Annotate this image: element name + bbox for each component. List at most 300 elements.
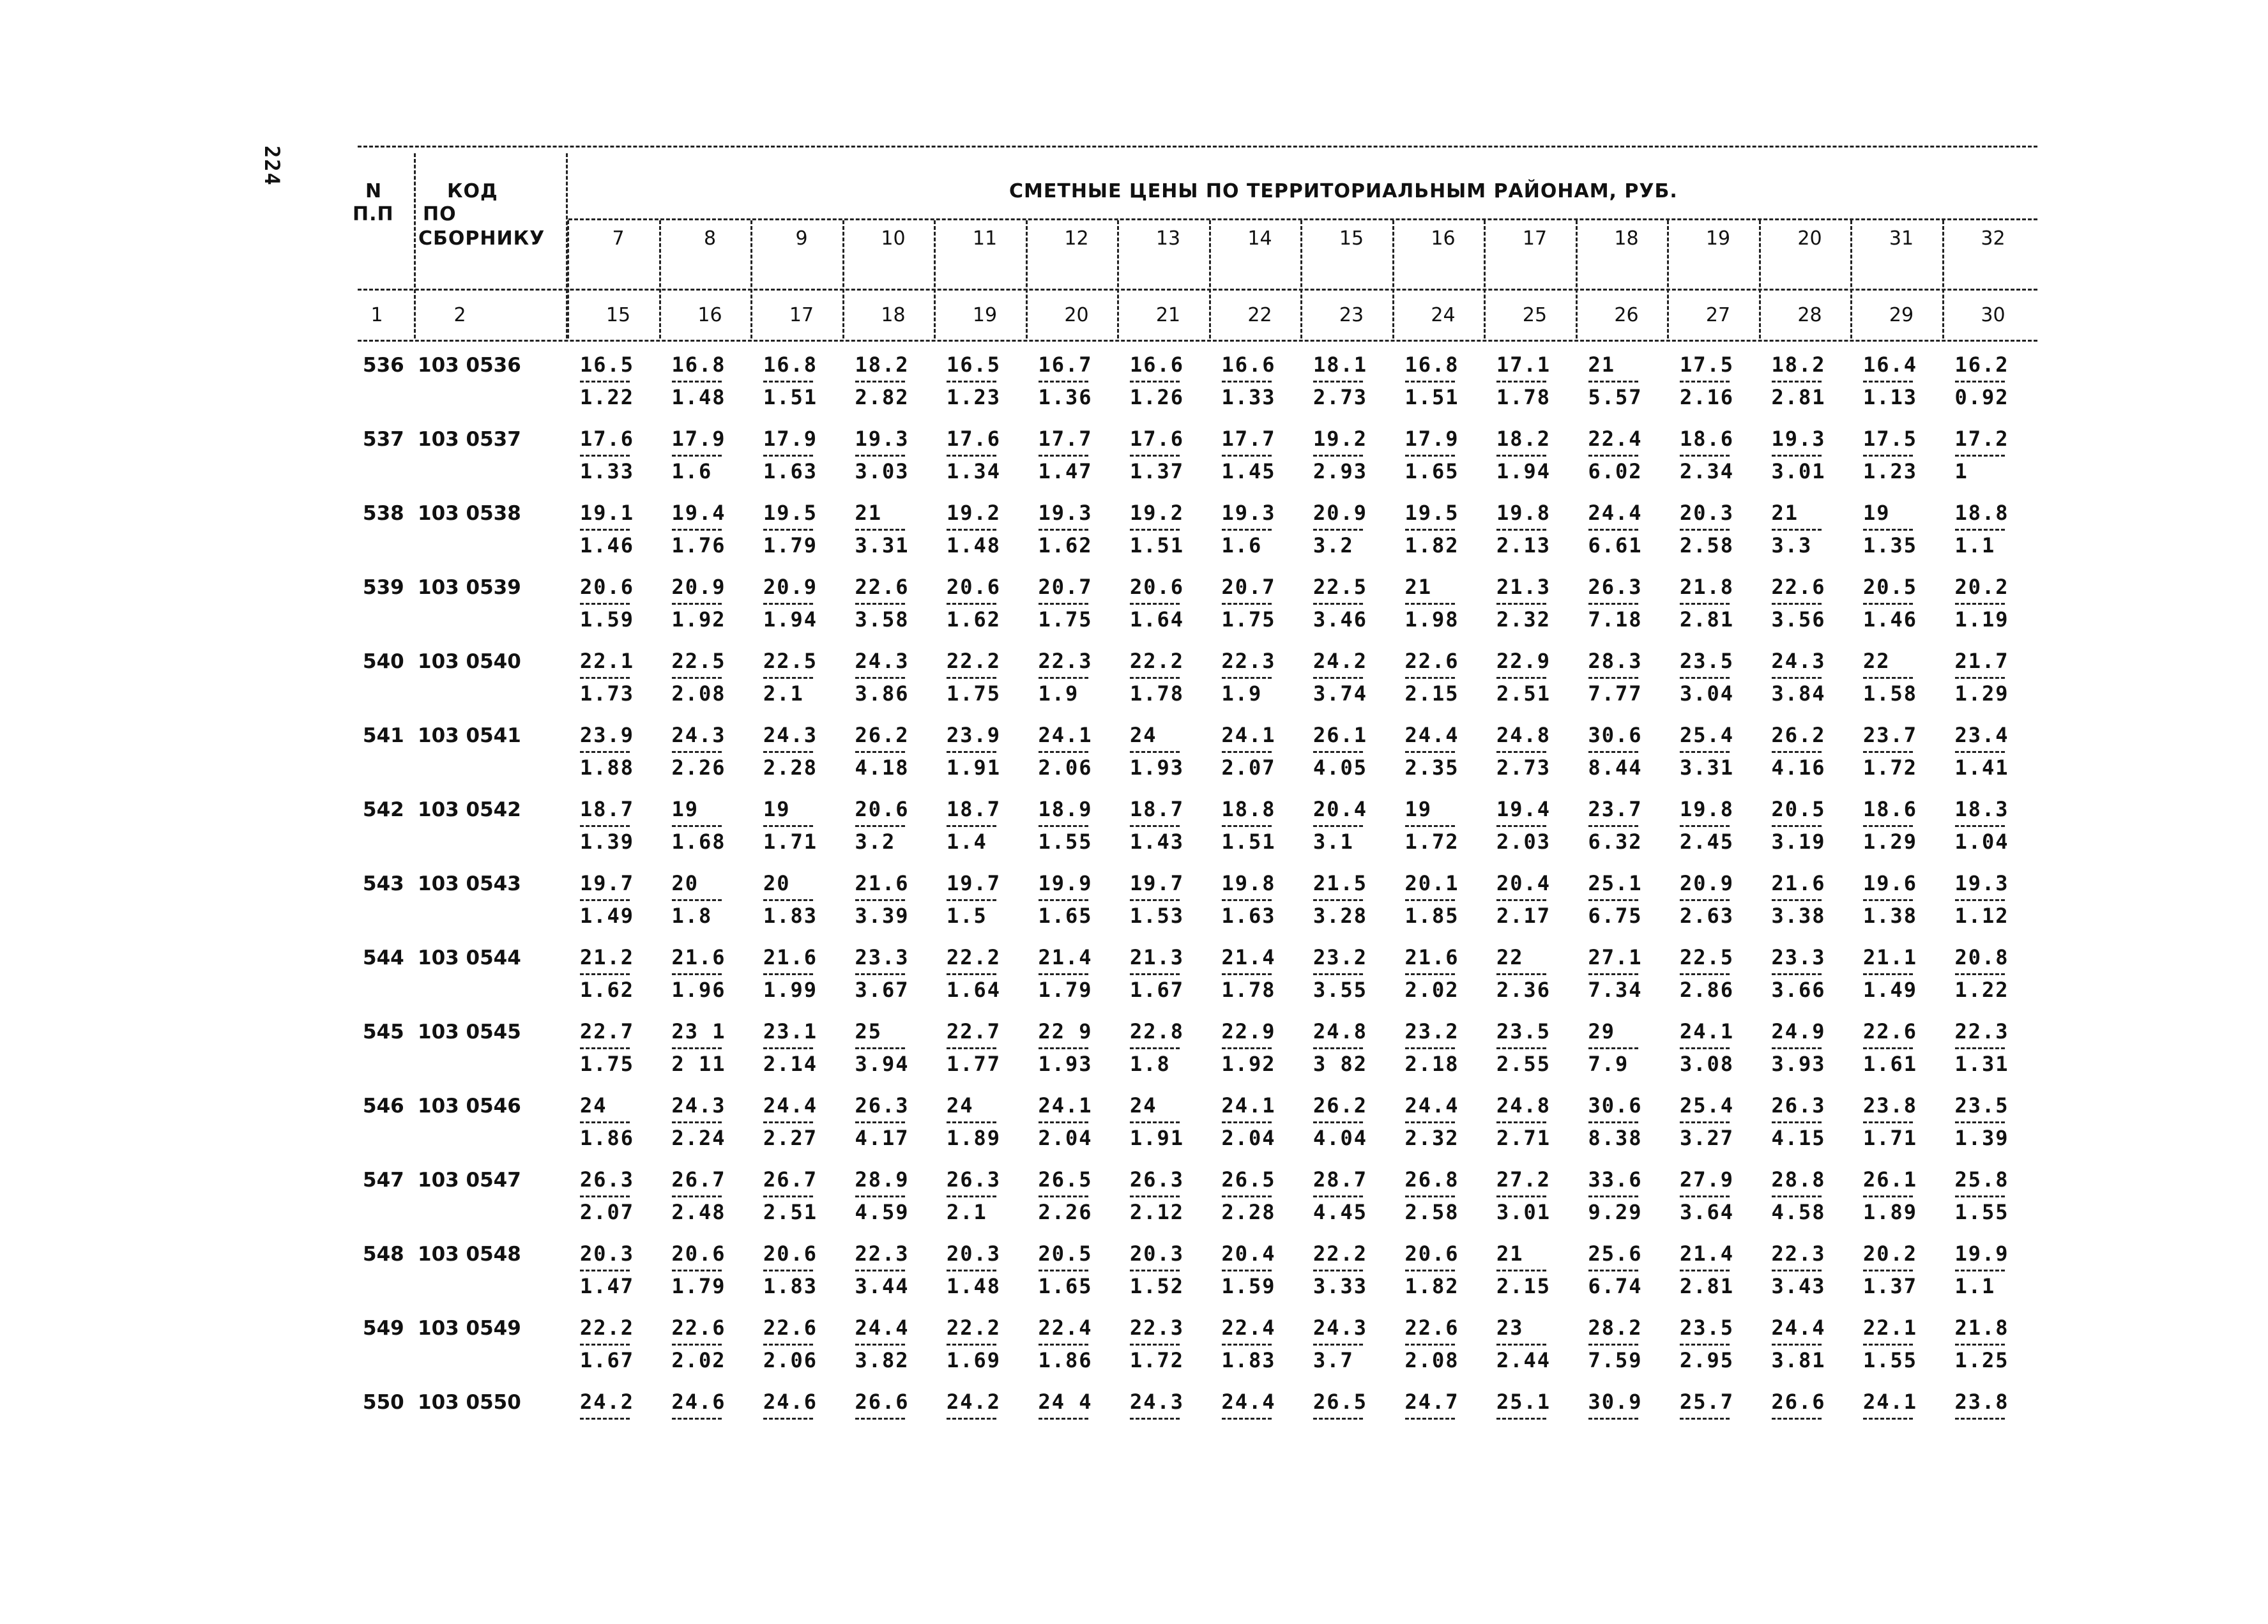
price-value: 20.6 — [855, 797, 909, 821]
price-value: 16.8 — [1404, 353, 1459, 377]
price-sub-value: 2.63 — [1680, 904, 1735, 928]
price-value: 21.6 — [1404, 945, 1459, 969]
index-col-number: 17 — [789, 304, 814, 326]
price-value: 24.2 — [947, 1390, 1001, 1414]
price-sub-value: 2.04 — [1038, 1126, 1093, 1150]
price-cell — [763, 427, 853, 483]
price-value: 22.9 — [1221, 1019, 1276, 1043]
price-value: 17.7 — [1221, 427, 1276, 451]
price-cell — [855, 1241, 945, 1298]
fraction-separator — [855, 1418, 905, 1420]
row-code: 103 0542 — [418, 798, 521, 821]
price-sub-value: 1.8 — [671, 904, 713, 928]
price-cell — [947, 1167, 1036, 1224]
fraction-separator — [1680, 899, 1730, 901]
price-cell — [1313, 1241, 1403, 1298]
price-value: 21 — [1496, 1241, 1524, 1266]
price-cell — [1130, 797, 1219, 854]
price-cell — [1130, 871, 1219, 928]
price-value: 24.1 — [1863, 1390, 1918, 1414]
price-value: 19 — [1863, 501, 1891, 525]
price-sub-value: 1.96 — [671, 978, 726, 1002]
fraction-separator — [1130, 1270, 1180, 1271]
price-value: 21.4 — [1038, 945, 1093, 969]
index-col-number: 29 — [1889, 304, 1914, 326]
price-cell — [1221, 1019, 1311, 1076]
price-cell — [855, 575, 945, 632]
fraction-separator — [1588, 529, 1638, 531]
price-value: 23.4 — [1954, 723, 2009, 747]
price-value: 26.3 — [855, 1093, 909, 1118]
fraction-separator — [1039, 1270, 1088, 1271]
fraction-separator — [580, 1195, 630, 1197]
price-sub-value: 1.67 — [580, 1348, 635, 1372]
fraction-separator — [1405, 1195, 1455, 1197]
price-cell — [1588, 797, 1678, 854]
fraction-separator — [672, 1195, 722, 1197]
price-value: 19.9 — [1038, 871, 1093, 895]
price-value: 19.3 — [1954, 871, 2009, 895]
price-value: 20.6 — [1130, 575, 1185, 599]
price-sub-value: 1.75 — [580, 1052, 635, 1076]
price-sub-value: 1.5 — [947, 904, 987, 928]
fraction-separator — [763, 1270, 813, 1271]
price-cell — [1496, 353, 1586, 409]
price-cell — [1405, 1390, 1495, 1441]
price-sub-value: 1.04 — [1954, 830, 2009, 854]
price-cell — [1680, 1390, 1769, 1441]
row-number: 546 — [363, 1095, 404, 1118]
price-cell — [1313, 1316, 1403, 1372]
price-sub-value: 2.28 — [1221, 1200, 1276, 1224]
price-cell — [1588, 1019, 1678, 1076]
fraction-separator — [1496, 1418, 1546, 1420]
top-rule — [358, 146, 2037, 148]
price-value: 22 — [1496, 945, 1524, 969]
price-cell — [763, 797, 853, 854]
price-cell — [1313, 649, 1403, 706]
price-value: 20.4 — [1313, 797, 1368, 821]
price-value: 19.7 — [947, 871, 1001, 895]
price-value: 20.9 — [671, 575, 726, 599]
price-cell — [1404, 427, 1495, 483]
price-value: 22.4 — [1038, 1316, 1093, 1340]
price-value: 21.6 — [1771, 871, 1826, 895]
price-cell — [1771, 501, 1861, 558]
row-code: 103 0539 — [418, 576, 521, 599]
price-cell — [763, 871, 853, 928]
price-sub-value: 1.71 — [763, 830, 818, 854]
price-value: 26.5 — [1038, 1167, 1093, 1192]
price-value: 18.7 — [1130, 797, 1185, 821]
district-header-cell: 14 — [1247, 227, 1272, 250]
price-value: 22.3 — [855, 1241, 909, 1266]
price-value: 18.9 — [1038, 797, 1093, 821]
fraction-separator — [1496, 825, 1546, 827]
price-value: 21 — [1588, 353, 1616, 377]
price-sub-value: 1.78 — [1221, 978, 1276, 1002]
price-sub-value: 1.93 — [1130, 755, 1185, 780]
price-cell — [947, 575, 1036, 632]
index-col-2: 2 — [453, 304, 466, 326]
price-cell — [1954, 945, 2044, 1002]
price-cell — [580, 1167, 669, 1224]
fraction-separator — [1680, 381, 1730, 383]
price-cell — [855, 1167, 945, 1224]
price-cell — [1771, 1241, 1861, 1298]
fraction-separator — [947, 1047, 996, 1049]
fraction-separator — [1772, 1047, 1822, 1049]
price-cell — [1680, 427, 1769, 483]
fraction-separator — [580, 455, 630, 457]
price-sub-value: 1.65 — [1404, 459, 1459, 483]
price-sub-value: 3.55 — [1313, 978, 1368, 1002]
fraction-separator — [1588, 677, 1638, 679]
price-sub-value: 1.91 — [1130, 1126, 1185, 1150]
index-col-number: 20 — [1064, 304, 1089, 326]
price-cell — [1496, 945, 1586, 1002]
fraction-separator — [672, 603, 722, 605]
fraction-separator — [1588, 1121, 1638, 1123]
price-value: 21.5 — [1313, 871, 1368, 895]
price-sub-value: 1.63 — [1221, 904, 1276, 928]
price-cell — [1588, 575, 1678, 632]
header-divider — [1392, 220, 1394, 338]
fraction-separator — [1222, 529, 1272, 531]
price-cell — [947, 1019, 1036, 1076]
fraction-separator — [1405, 529, 1455, 531]
price-cell — [947, 1241, 1036, 1298]
price-value: 22 9 — [1038, 1019, 1093, 1043]
fraction-separator — [763, 1195, 813, 1197]
price-cell — [947, 501, 1036, 558]
price-value: 20.9 — [763, 575, 818, 599]
header-pp: П.П — [353, 203, 394, 225]
fraction-separator — [855, 751, 905, 753]
price-cell — [1863, 945, 1952, 1002]
price-value: 22.1 — [580, 649, 635, 673]
fraction-separator — [1772, 825, 1822, 827]
price-sub-value: 1.61 — [1863, 1052, 1918, 1076]
price-sub-value: 2.73 — [1313, 385, 1368, 409]
price-cell — [763, 501, 853, 558]
fraction-separator — [672, 455, 722, 457]
price-cell — [1313, 871, 1403, 928]
price-cell — [1404, 945, 1495, 1002]
fraction-separator — [1405, 899, 1455, 901]
district-header-cell: 17 — [1522, 227, 1548, 250]
price-cell — [580, 1241, 669, 1298]
price-sub-value: 2.15 — [1496, 1274, 1551, 1298]
price-sub-value: 3.56 — [1771, 607, 1826, 632]
fraction-separator — [1222, 677, 1272, 679]
price-cell — [855, 1390, 945, 1441]
price-cell — [1496, 1241, 1586, 1298]
price-cell — [671, 1093, 761, 1150]
price-value: 26.8 — [1404, 1167, 1459, 1192]
price-sub-value: 6.61 — [1588, 533, 1643, 558]
price-value: 22.5 — [763, 649, 818, 673]
header-divider — [1667, 220, 1669, 338]
fraction-separator — [1680, 751, 1730, 753]
price-cell — [1954, 1241, 2044, 1298]
price-sub-value: 3.38 — [1771, 904, 1826, 928]
price-cell — [1680, 575, 1769, 632]
header-divider — [1576, 220, 1578, 338]
price-value: 22.2 — [1313, 1241, 1368, 1266]
price-value: 16.8 — [671, 353, 726, 377]
fraction-separator — [672, 899, 722, 901]
price-sub-value: 3.3 — [1771, 533, 1813, 558]
price-cell — [580, 649, 669, 706]
fraction-separator — [1039, 825, 1088, 827]
price-sub-value: 1.76 — [671, 533, 726, 558]
price-sub-value: 3.44 — [855, 1274, 909, 1298]
price-cell — [1863, 1093, 1952, 1150]
price-sub-value: 1.72 — [1130, 1348, 1185, 1372]
fraction-separator — [1130, 381, 1180, 383]
price-value: 20.5 — [1038, 1241, 1093, 1266]
price-cell — [1313, 723, 1403, 780]
fraction-separator — [1680, 973, 1730, 975]
price-value: 23.7 — [1588, 797, 1643, 821]
price-sub-value: 3.67 — [855, 978, 909, 1002]
price-sub-value: 1.29 — [1954, 681, 2009, 706]
price-value: 24.4 — [1221, 1390, 1276, 1414]
price-value: 24 — [947, 1093, 974, 1118]
fraction-separator — [1039, 973, 1088, 975]
fraction-separator — [1955, 381, 2005, 383]
price-sub-value: 2.45 — [1680, 830, 1735, 854]
price-cell — [1313, 1019, 1403, 1076]
district-header-cell: 16 — [1431, 227, 1456, 250]
price-value: 22.2 — [1130, 649, 1185, 673]
price-sub-value: 1.12 — [1954, 904, 2009, 928]
price-cell — [671, 1241, 761, 1298]
fraction-separator — [1955, 603, 2005, 605]
price-cell — [1221, 501, 1311, 558]
index-col-number: 22 — [1247, 304, 1272, 326]
fraction-separator — [580, 1344, 630, 1346]
price-cell — [1130, 1241, 1219, 1298]
price-cell — [1588, 871, 1678, 928]
price-sub-value: 1.23 — [947, 385, 1001, 409]
price-cell — [1771, 649, 1861, 706]
price-sub-value: 1.55 — [1954, 1200, 2009, 1224]
price-value: 19.8 — [1221, 871, 1276, 895]
fraction-separator — [580, 751, 630, 753]
price-sub-value: 1.86 — [580, 1126, 635, 1150]
price-sub-value: 2.1 — [763, 681, 804, 706]
price-sub-value: 1.89 — [1863, 1200, 1918, 1224]
fraction-separator — [1130, 1418, 1180, 1420]
price-value: 19.2 — [1313, 427, 1368, 451]
price-sub-value: 3.33 — [1313, 1274, 1368, 1298]
price-value: 24.8 — [1496, 1093, 1551, 1118]
price-cell — [763, 945, 853, 1002]
price-sub-value: 1.75 — [1221, 607, 1276, 632]
price-value: 17.6 — [1130, 427, 1185, 451]
index-col-number: 26 — [1614, 304, 1639, 326]
fraction-separator — [1863, 677, 1913, 679]
price-cell — [580, 1316, 669, 1372]
price-cell — [1221, 871, 1311, 928]
price-cell — [947, 945, 1036, 1002]
price-cell — [855, 649, 945, 706]
price-cell — [1221, 427, 1311, 483]
fraction-separator — [1313, 1418, 1363, 1420]
price-sub-value: 1.79 — [671, 1274, 726, 1298]
price-value: 24.8 — [1313, 1019, 1368, 1043]
price-value: 19.4 — [1496, 797, 1551, 821]
price-sub-value: 2.17 — [1496, 904, 1551, 928]
price-cell — [1313, 575, 1403, 632]
price-value: 22.3 — [1038, 649, 1093, 673]
price-sub-value: 1.67 — [1130, 978, 1185, 1002]
fraction-separator — [1313, 1344, 1363, 1346]
fraction-separator — [1588, 751, 1638, 753]
fraction-separator — [1130, 455, 1180, 457]
price-sub-value: 2.51 — [1496, 681, 1551, 706]
price-sub-value: 7.18 — [1588, 607, 1643, 632]
fraction-separator — [763, 1047, 813, 1049]
fraction-separator — [1863, 1344, 1913, 1346]
price-cell — [1404, 871, 1495, 928]
fraction-separator — [580, 381, 630, 383]
price-value: 23.5 — [1496, 1019, 1551, 1043]
price-cell — [1863, 649, 1952, 706]
fraction-separator — [855, 603, 905, 605]
fraction-separator — [1772, 529, 1822, 531]
price-sub-value: 2.18 — [1404, 1052, 1459, 1076]
price-cell — [1038, 501, 1128, 558]
price-cell — [1954, 1316, 2044, 1372]
price-cell — [855, 723, 945, 780]
price-cell — [1038, 1167, 1128, 1224]
fraction-separator — [1863, 973, 1913, 975]
fraction-separator — [1222, 455, 1272, 457]
fraction-separator — [1313, 825, 1363, 827]
fraction-separator — [1772, 1344, 1822, 1346]
price-sub-value: 3.08 — [1680, 1052, 1735, 1076]
fraction-separator — [763, 899, 813, 901]
price-cell — [1038, 945, 1128, 1002]
header-divider — [1850, 220, 1852, 338]
price-sub-value: 1.85 — [1404, 904, 1459, 928]
price-sub-value: 1.41 — [1954, 755, 2009, 780]
fraction-separator — [1772, 1195, 1822, 1197]
price-sub-value: 2.02 — [671, 1348, 726, 1372]
row-code: 103 0545 — [418, 1021, 521, 1043]
price-value: 30.6 — [1588, 1093, 1643, 1118]
price-value: 22.3 — [1771, 1241, 1826, 1266]
index-col-1: 1 — [370, 304, 383, 326]
price-sub-value: 8.38 — [1588, 1126, 1643, 1150]
fraction-separator — [1955, 677, 2005, 679]
price-sub-value: 1.8 — [1130, 1052, 1171, 1076]
header-divider — [1026, 220, 1028, 338]
fraction-separator — [672, 1418, 722, 1420]
price-cell — [763, 649, 853, 706]
fraction-separator — [1680, 1047, 1730, 1049]
index-col-number: 15 — [605, 304, 631, 326]
price-value: 21.3 — [1496, 575, 1551, 599]
price-cell — [1863, 353, 1952, 409]
fraction-separator — [947, 1418, 996, 1420]
index-col-number: 21 — [1155, 304, 1181, 326]
price-cell — [1221, 649, 1311, 706]
price-value: 24 — [1130, 1093, 1157, 1118]
fraction-separator — [1955, 1121, 2005, 1123]
fraction-separator — [1039, 455, 1088, 457]
fraction-separator — [1863, 751, 1913, 753]
header-rule — [358, 289, 2037, 291]
price-sub-value: 1.86 — [1038, 1348, 1093, 1372]
fraction-separator — [672, 825, 722, 827]
price-sub-value: 1.79 — [1038, 978, 1093, 1002]
price-value: 20.2 — [1954, 575, 2009, 599]
price-value: 26.1 — [1313, 723, 1368, 747]
price-cell — [1221, 797, 1311, 854]
price-cell — [1313, 1390, 1403, 1441]
index-col-number: 28 — [1797, 304, 1822, 326]
price-value: 20.4 — [1496, 871, 1551, 895]
price-value: 26.5 — [1313, 1390, 1368, 1414]
price-value: 26.1 — [1863, 1167, 1918, 1192]
price-sub-value: 4.18 — [855, 755, 909, 780]
price-value: 24.1 — [1221, 723, 1276, 747]
price-cell — [1680, 649, 1769, 706]
district-header-cell: 15 — [1339, 227, 1364, 250]
price-sub-value: 3.39 — [855, 904, 909, 928]
fraction-separator — [580, 825, 630, 827]
price-value: 19.4 — [671, 501, 726, 525]
price-value: 28.3 — [1588, 649, 1643, 673]
price-sub-value: 3.46 — [1313, 607, 1368, 632]
fraction-separator — [1955, 1344, 2005, 1346]
fraction-separator — [1680, 677, 1730, 679]
price-value: 19.8 — [1496, 501, 1551, 525]
fraction-separator — [1863, 603, 1913, 605]
price-cell — [1496, 1093, 1586, 1150]
fraction-separator — [855, 1047, 905, 1049]
fraction-separator — [1039, 1344, 1088, 1346]
price-sub-value: 1.78 — [1496, 385, 1551, 409]
price-cell — [580, 723, 669, 780]
header-divider — [1117, 220, 1119, 338]
price-cell — [1404, 501, 1495, 558]
price-cell — [671, 427, 761, 483]
price-cell — [1588, 649, 1678, 706]
price-cell — [1496, 575, 1586, 632]
price-cell — [1771, 575, 1861, 632]
price-cell — [1221, 1241, 1311, 1298]
price-sub-value: 1.98 — [1404, 607, 1459, 632]
price-value: 20 — [763, 871, 791, 895]
price-sub-value: 2.26 — [1038, 1200, 1093, 1224]
price-value: 22.3 — [1130, 1316, 1185, 1340]
price-value: 20.3 — [580, 1241, 635, 1266]
price-cell — [947, 1093, 1036, 1150]
price-sub-value: 2.58 — [1404, 1200, 1459, 1224]
price-cell — [580, 575, 669, 632]
price-value: 24.3 — [1130, 1390, 1185, 1414]
row-code: 103 0547 — [418, 1169, 521, 1192]
price-value: 20.6 — [671, 1241, 726, 1266]
fraction-separator — [1955, 455, 2005, 457]
price-value: 21.6 — [763, 945, 818, 969]
price-cell — [1863, 575, 1952, 632]
